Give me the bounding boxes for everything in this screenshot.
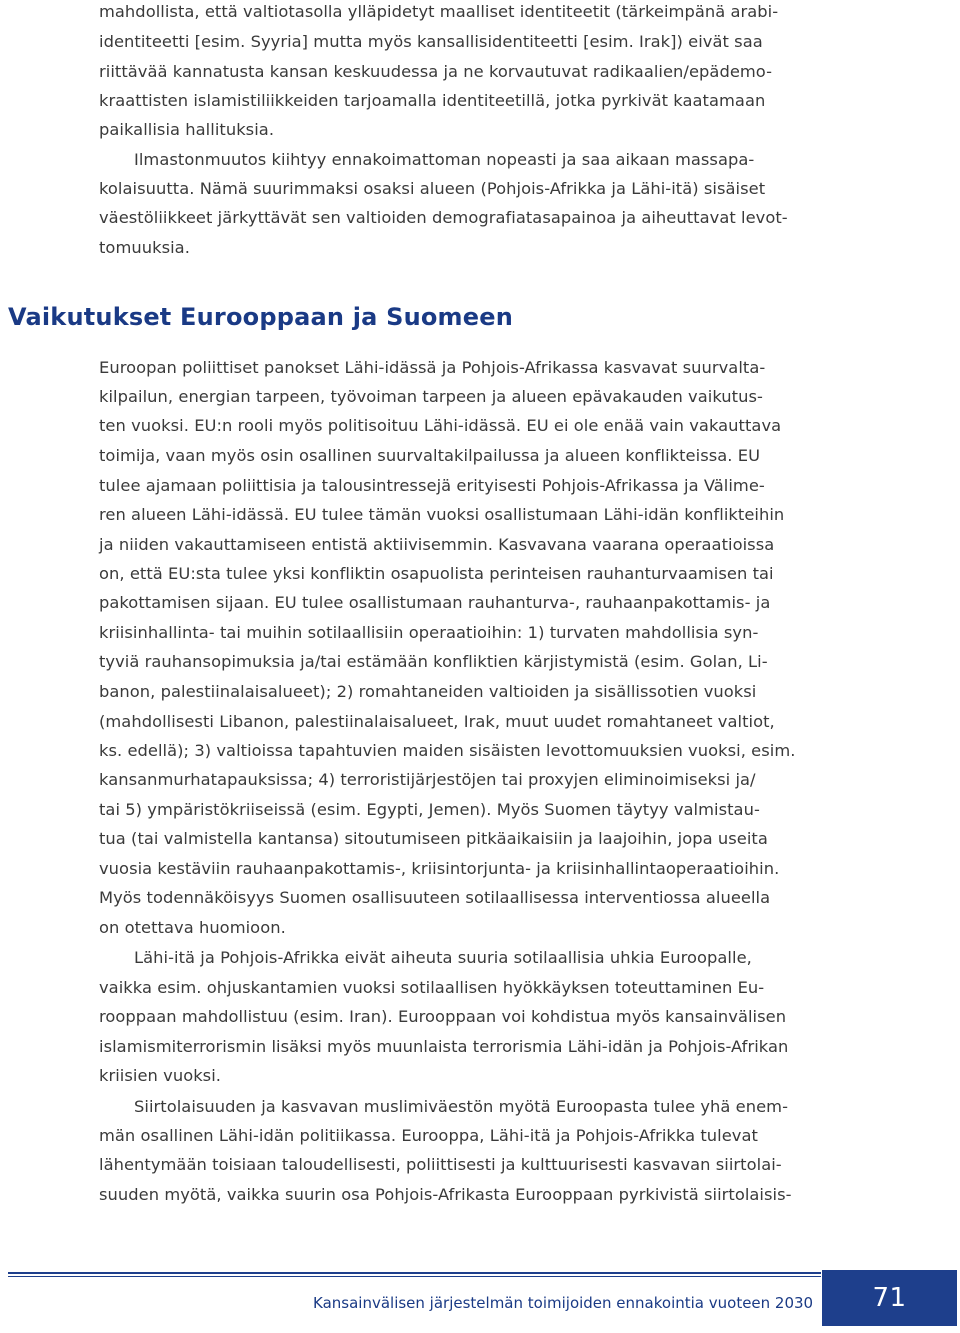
text-line: tyviä rauhansopimuksia ja/tai estämään konfliktien kärjistymistä (esim. Golan, Li- bbox=[99, 652, 768, 671]
footer-rule bbox=[8, 1272, 821, 1274]
text-line: identiteetti [esim. Syyria] mutta myös kansallisidentiteetti [esim. Irak]) eivät saa bbox=[99, 32, 763, 51]
text-line: rooppaan mahdollistuu (esim. Iran). Eurooppaan voi kohdistua myös kansainvälisen bbox=[99, 1007, 787, 1026]
text-line: ja niiden vakauttamiseen entistä aktiivisemmin. Kasvavana vaarana operaatioissa bbox=[99, 535, 775, 554]
text-line: islamismiterrorismin lisäksi myös muunlaista terrorismia Lähi-idän ja Pohjois-Afrikan bbox=[99, 1037, 789, 1056]
text-line: paikallisia hallituksia. bbox=[99, 120, 275, 139]
text-line: kraattisten islamistiliikkeiden tarjoamalla identiteetillä, jotka pyrkivät kaatamaan bbox=[99, 91, 766, 110]
text-line: pakottamisen sijaan. EU tulee osallistumaan rauhanturva-, rauhaanpakottamis- ja bbox=[99, 593, 771, 612]
text-line: riittävää kannatusta kansan keskuudessa ja ne korvautuvat radikaalien/epädemo- bbox=[99, 62, 773, 81]
text-line: toimija, vaan myös osin osallinen suurvaltakilpailussa ja alueen konflikteissa. EU bbox=[99, 446, 761, 465]
text-line: Siirtolaisuuden ja kasvavan muslimiväestön myötä Euroopasta tulee yhä enem- bbox=[134, 1097, 789, 1116]
text-line: mahdollista, että valtiotasolla ylläpidetyt maalliset identiteetit (tärkeimpänä arabi- bbox=[99, 2, 779, 21]
text-line: kriisinhallinta- tai muihin sotilaallisiin operaatioihin: 1) turvaten mahdollisia syn- bbox=[99, 623, 759, 642]
text-line: väestöliikkeet järkyttävät sen valtioiden demografiatasapainoa ja aiheuttavat levot- bbox=[99, 208, 788, 227]
text-line: kriisien vuoksi. bbox=[99, 1066, 222, 1085]
text-line: tai 5) ympäristökriiseissä (esim. Egypti, Jemen). Myös Suomen täytyy valmistau- bbox=[99, 800, 760, 819]
text-line: ren alueen Lähi-idässä. EU tulee tämän vuoksi osallistumaan Lähi-idän konflikteihin bbox=[99, 505, 785, 524]
text-line: Lähi-itä ja Pohjois-Afrikka eivät aiheuta suuria sotilaallisia uhkia Euroopalle, bbox=[134, 948, 752, 967]
footer-rule-thin bbox=[8, 1276, 821, 1277]
text-line: ten vuoksi. EU:n rooli myös politisoituu Lähi-idässä. EU ei ole enää vain vakauttava bbox=[99, 416, 782, 435]
text-line: tua (tai valmistella kantansa) sitoutumiseen pitkäaikaisiin ja laajoihin, jopa useita bbox=[99, 829, 768, 848]
text-line: lähentymään toisiaan taloudellisesti, poliittisesti ja kulttuurisesti kasvavan siirtolai- bbox=[99, 1155, 782, 1174]
text-line: on otettava huomioon. bbox=[99, 918, 286, 937]
text-line: on, että EU:sta tulee yksi konfliktin osapuolista perinteisen rauhanturvaamisen tai bbox=[99, 564, 774, 583]
text-line: Myös todennäköisyys Suomen osallisuuteen sotilaallisessa interventiossa alueella bbox=[99, 888, 771, 907]
text-line: kansanmurhatapauksissa; 4) terroristijärjestöjen tai proxyjen eliminoimiseksi ja/ bbox=[99, 770, 756, 789]
footer-title: Kansainvälisen järjestelmän toimijoiden ennakointia vuoteen 2030 bbox=[313, 1294, 814, 1312]
text-line: suuden myötä, vaikka suurin osa Pohjois-Afrikasta Eurooppaan pyrkivistä siirtolaisis- bbox=[99, 1185, 792, 1204]
text-line: ks. edellä); 3) valtioissa tapahtuvien maiden sisäisten levottomuuksien vuoksi, esim. bbox=[99, 741, 796, 760]
text-line: män osallinen Lähi-idän politiikassa. Eurooppa, Lähi-itä ja Pohjois-Afrikka tulevat bbox=[99, 1126, 758, 1145]
text-line: Ilmastonmuutos kiihtyy ennakoimattoman nopeasti ja saa aikaan massapa- bbox=[134, 150, 755, 169]
text-line: banon, palestiinalaisalueet); 2) romahtaneiden valtioiden ja sisällissotien vuoksi bbox=[99, 682, 757, 701]
text-line: vuosia kestäviin rauhaanpakottamis-, kriisintorjunta- ja kriisinhallintaoperaatioihin. bbox=[99, 859, 780, 878]
section-heading: Vaikutukset Eurooppaan ja Suomeen bbox=[8, 303, 514, 331]
text-line: kolaisuutta. Nämä suurimmaksi osaksi alueen (Pohjois-Afrikka ja Lähi-itä) sisäiset bbox=[99, 179, 766, 198]
text-line: (mahdollisesti Libanon, palestiinalaisalueet, Irak, muut uudet romahtaneet valtiot, bbox=[99, 712, 775, 731]
page-number: 71 bbox=[822, 1270, 957, 1326]
text-line: tulee ajamaan poliittisia ja talousintressejä erityisesti Pohjois-Afrikassa ja Välime- bbox=[99, 476, 765, 495]
text-line: Euroopan poliittiset panokset Lähi-idässä ja Pohjois-Afrikassa kasvavat suurvalta- bbox=[99, 358, 766, 377]
text-line: kilpailun, energian tarpeen, työvoiman tarpeen ja alueen epävakauden vaikutus- bbox=[99, 387, 763, 406]
text-line: tomuuksia. bbox=[99, 238, 190, 257]
text-line: vaikka esim. ohjuskantamien vuoksi sotilaallisen hyökkäyksen toteuttaminen Eu- bbox=[99, 978, 765, 997]
